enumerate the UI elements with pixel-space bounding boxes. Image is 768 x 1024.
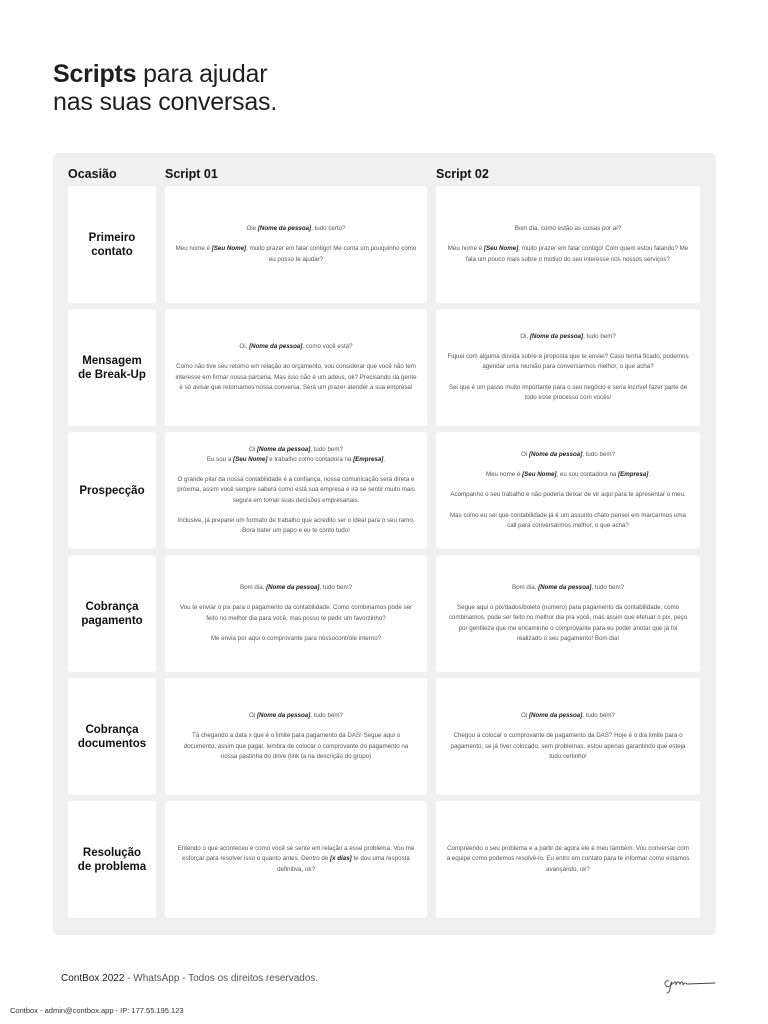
placeholder-tag: [Nome da pessoa] (249, 343, 303, 351)
script-paragraph (175, 244, 417, 264)
text-segment: Bom dia, (239, 584, 267, 592)
text-segment: O grande pilar da nossa contabilidade é a confiança, nossa comunicação será direta e próxima, assim você sempre saberá como está sua empresa e irá se sentir muito mais segura em tomar suas decisões empresariais. (177, 476, 415, 504)
occasion-line: Resolução (82, 846, 142, 859)
title-bold: Scripts (53, 60, 137, 88)
script-01-cell (165, 801, 427, 918)
text-segment: Meu nome é (447, 245, 484, 253)
text-segment: Oi (249, 445, 257, 453)
text-segment: Tá chegando a data x que é o limite para pagamento da DAS! Segue aqui o documento, assim que pagar, lembra de colocar o comprovante do pagamento na nossa pastinha do drive (link ta na descrição do grupo) (183, 732, 409, 760)
text-segment: Como não tive seu retorno em relação ao orçamento, vou considerar que você não tem interesse em firmar nossa parceria. Mas isso não é um adeus, ok? Precisando da gente é só avisar que retornamos nossa conversa. Será um prazer atender a sua empresa! (175, 363, 417, 391)
script-paragraph (446, 603, 690, 644)
text-segment: te dou uma resposta definitiva, ok? (277, 855, 410, 873)
script-paragraph (446, 583, 690, 593)
footer-brand: ContBox 2022 (61, 973, 125, 984)
text-segment: Oie (246, 225, 258, 233)
text-segment: Me envia por aqui o comprovante para nossocontrole interno? (210, 634, 382, 642)
text-segment: . (383, 455, 386, 463)
occasion-label (81, 600, 142, 628)
placeholder-tag: [Empresa] (618, 471, 649, 479)
placeholder-tag: [Seu Nome] (522, 471, 557, 479)
text-segment: , tudo bem? (582, 450, 615, 458)
text-segment: Segue aqui o pix/dados/boleto (número) para pagamento da contabilidade, como combinamos, pode ser feito no melhor dia pra você, mas assim que efetuar o pix, peço por gentileza que me encaminhe o comprovante para eu poder anotar que já foi realizado o seu pagamento! Bom dia! (448, 604, 688, 642)
title-line2: nas suas conversas. (53, 88, 278, 116)
page-title (53, 60, 277, 116)
text-segment: Oi (249, 712, 257, 720)
occasion-label (89, 231, 136, 259)
script-paragraph (446, 470, 690, 480)
text-segment: Entendo o que aconteceu e como você se sente em relação a esse problema. Vou me esforçar para resolver isso o quanto antes. Dentro de (177, 845, 415, 863)
text-segment: , tudo bem? (591, 583, 625, 591)
script-text (436, 224, 700, 265)
text-segment: Oi, (239, 343, 250, 351)
placeholder-tag: [Nome da pessoa] (256, 712, 311, 720)
occasion-line: pagamento (81, 614, 143, 627)
occasion-label (78, 723, 146, 751)
script-01-cell (165, 678, 427, 795)
text-segment: Compreendo o seu problema e a partir de agora ele é meu também. Vou conversar com a equipe como podemos resolvê-lo. Eu entro em contato para te informar como estamos avançando, ok? (446, 845, 690, 873)
script-text (165, 844, 427, 875)
text-segment: Eu sou a (206, 455, 234, 463)
text-segment: , tudo bem? (583, 332, 616, 340)
occasion-line: Cobrança (85, 600, 139, 613)
script-text (165, 445, 427, 536)
placeholder-tag: [Nome da pessoa] (256, 445, 311, 453)
script-02-cell (436, 432, 700, 549)
script-02-cell (436, 678, 700, 795)
occasion-line: de Break-Up (78, 368, 146, 381)
script-paragraph (446, 224, 690, 234)
text-segment: Acompanho o seu trabalho e não poderia deixar de vir aqui para te apresentar o meu. (450, 491, 686, 499)
occasion-line: contato (91, 245, 133, 258)
occasion-cell (68, 309, 156, 426)
script-text (165, 342, 427, 393)
text-segment: Chegou a colocar o comprovante de pagamento da DAS? Hoje é o dia limite para o pagamento, se já tiver colocado, sem problemas, estou apenas garantindo que esteja tudo certinho! (450, 732, 686, 760)
footer-text (61, 973, 318, 984)
text-segment: Oi, (520, 332, 530, 340)
text-segment: Bom dia, como estão as coisas por aí? (514, 225, 622, 233)
header-occasion: Ocasião (68, 167, 117, 181)
script-text (165, 583, 427, 644)
script-paragraph (446, 490, 690, 500)
script-02-cell (436, 555, 700, 672)
script-02-cell (436, 186, 700, 303)
script-paragraph (175, 224, 417, 234)
text-segment: Bom dia, (511, 583, 539, 591)
text-segment: Inclusive, já preparei um formato de trabalho que acredito ser o ideal para o seu ramo. Bora bater um papo e eu te conto tudo! (177, 516, 415, 534)
script-paragraph (175, 475, 417, 506)
script-paragraph (446, 383, 690, 403)
script-paragraph (175, 362, 417, 393)
text-segment: , eu sou contadora na (556, 471, 619, 479)
occasion-label (79, 484, 144, 498)
script-02-cell (436, 801, 700, 918)
script-01-cell (165, 432, 427, 549)
occasion-line: Mensagem (82, 354, 142, 367)
occasion-label (78, 354, 146, 382)
text-segment: , tudo bem? (310, 445, 343, 453)
script-paragraph (175, 583, 417, 593)
script-paragraph (175, 711, 417, 721)
script-paragraph (446, 244, 690, 264)
text-segment: , tudo bem? (319, 584, 353, 592)
script-paragraph (175, 731, 417, 762)
placeholder-tag: [Nome da pessoa] (528, 712, 583, 720)
script-text (436, 583, 700, 644)
occasion-line: Prospecção (79, 484, 145, 497)
script-paragraph (446, 352, 690, 372)
text-segment: Meu nome é (485, 471, 523, 479)
script-text (436, 450, 700, 531)
script-paragraph (446, 711, 690, 721)
text-segment: Vou te enviar o pix para o pagamento da contabilidade. Como combinamos pode ser feito no melhor dia para você, mas posso te pedir um favorzinho? (179, 604, 413, 622)
script-text (436, 844, 700, 875)
signature-icon (661, 969, 717, 995)
placeholder-tag: [Empresa] (353, 455, 384, 463)
placeholder-tag: [Nome da pessoa] (538, 583, 592, 591)
occasion-cell (68, 186, 156, 303)
text-segment: , como você está? (302, 343, 353, 351)
script-paragraph (175, 342, 417, 352)
occasion-line: Cobrança (85, 723, 139, 736)
placeholder-tag: [Seu Nome] (483, 245, 519, 253)
text-segment: Oi (521, 712, 529, 720)
occasion-cell (68, 555, 156, 672)
text-segment: , muito prazer em falar contigo! Me conta um pouquinho como eu posso te ajudar? (246, 245, 417, 263)
placeholder-tag: [Nome da pessoa] (529, 332, 584, 340)
script-paragraph (175, 445, 417, 465)
script-01-cell (165, 555, 427, 672)
script-paragraph (175, 603, 417, 623)
text-segment: Meu nome é (175, 245, 212, 253)
script-paragraph (446, 511, 690, 531)
text-segment: , tudo certo? (311, 225, 346, 233)
placeholder-tag: [Seu Nome] (211, 245, 247, 253)
script-text (436, 332, 700, 403)
text-segment: Sei que é um passo muito importante para o seu negócio e seria incrível fazer parte de todo esse processo com vocês! (448, 383, 688, 401)
text-segment: Mas como eu sei que contabilidade já é um assunto chato pensei em marcarmos uma call para conversarmos melhor, o que acha? (450, 511, 686, 529)
script-paragraph (175, 634, 417, 644)
script-paragraph (446, 332, 690, 342)
script-text (165, 711, 427, 762)
occasion-cell (68, 801, 156, 918)
occasion-line: documentos (77, 737, 147, 750)
placeholder-tag: [Nome da pessoa] (257, 225, 312, 233)
header-script-01: Script 01 (165, 167, 218, 181)
text-segment: e trabalho como contadora na (267, 455, 354, 463)
script-paragraph (446, 844, 690, 875)
script-paragraph (446, 731, 690, 762)
occasion-cell (68, 678, 156, 795)
text-segment: Oi (521, 450, 529, 458)
occasion-line: de problema (77, 860, 147, 873)
placeholder-tag: [Nome da pessoa] (266, 584, 320, 592)
script-text (436, 711, 700, 762)
footer-rights: - WhatsApp - Todos os direitos reservados. (124, 973, 319, 984)
occasion-label (78, 846, 146, 874)
placeholder-tag: [x dias] (330, 855, 352, 863)
placeholder-tag: [Nome da pessoa] (528, 450, 583, 458)
title-rest: para ajudar (136, 60, 268, 88)
text-segment: . (648, 471, 651, 479)
script-02-cell (436, 309, 700, 426)
script-paragraph (446, 450, 690, 460)
script-01-cell (165, 186, 427, 303)
script-01-cell (165, 309, 427, 426)
occasion-cell (68, 432, 156, 549)
text-segment: , tudo bem? (310, 712, 343, 720)
header-script-02: Script 02 (436, 167, 489, 181)
occasion-line: Primeiro (88, 231, 136, 244)
script-paragraph (175, 844, 417, 875)
watermark-text: Contbox - admin@contbox.app - IP: 177.55.195.123 (10, 1006, 184, 1015)
script-text (165, 224, 427, 265)
text-segment: Fiquei com alguma dúvida sobre a proposta que te enviei? Caso tenha ficado, podemos agendar uma reunião para conversarmos melhor, o que acha? (447, 353, 689, 371)
script-paragraph (175, 516, 417, 536)
text-segment: , tudo bem? (582, 712, 615, 720)
text-segment: , muito prazer em falar contigo! Com quem estou falando? Me fala um pouco mais sobre o motivo do seu interesse nos nossos serviços? (466, 245, 689, 263)
placeholder-tag: [Seu Nome] (233, 455, 268, 463)
